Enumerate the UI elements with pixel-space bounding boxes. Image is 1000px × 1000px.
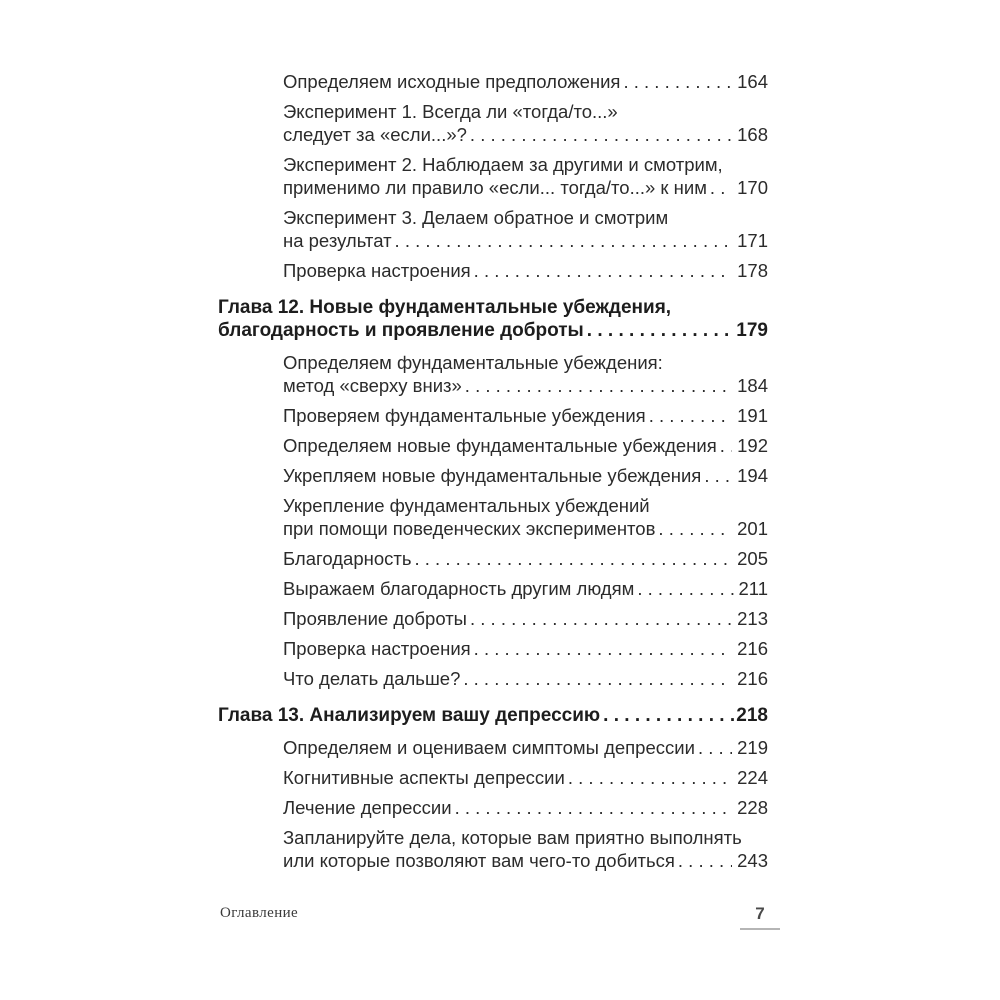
dot-leader-icon — [701, 464, 732, 487]
toc-entry — [218, 100, 768, 146]
footer-section-title: Оглавление — [220, 905, 299, 921]
toc-entry-last-line — [283, 404, 768, 427]
toc-entry — [218, 494, 768, 540]
toc-entry-last-line — [283, 123, 768, 146]
toc-entry-last-line — [283, 517, 768, 540]
toc-entry-page-number: 201 — [737, 518, 768, 539]
dot-leader-icon — [565, 766, 732, 789]
footer-folio — [740, 902, 780, 930]
toc-entry-last-line — [283, 607, 768, 630]
toc-entry-page-number: 192 — [737, 435, 768, 456]
toc-entry-page-number: 168 — [737, 124, 768, 145]
dot-leader-icon — [695, 736, 732, 759]
toc-entry-title: Когнитивные аспекты депрессии — [283, 767, 565, 788]
footer-page-number: 7 — [755, 904, 765, 923]
toc-entry-page-number: 191 — [737, 405, 768, 426]
toc-entry-page-number: 243 — [737, 850, 768, 871]
toc-entry-last-line — [283, 434, 768, 457]
toc-entry — [218, 637, 768, 660]
toc-entry-title-line: Запланируйте дела, которые вам приятно выполнять — [283, 827, 742, 848]
toc-entry-title-line: Эксперимент 3. Делаем обратное и смотрим — [283, 207, 669, 228]
toc-entry-last-line — [283, 547, 768, 570]
dot-leader-icon — [600, 704, 734, 727]
toc-entry-last-line — [283, 374, 768, 397]
toc-entry — [218, 704, 768, 727]
toc-entry-last-line — [283, 667, 768, 690]
footer-rule — [740, 928, 780, 930]
toc-entry-last-line — [218, 704, 768, 727]
toc-entry-title: Проявление доброты — [283, 608, 467, 629]
toc-entry — [218, 667, 768, 690]
toc-entry — [218, 404, 768, 427]
dot-leader-icon — [471, 637, 732, 660]
dot-leader-icon — [462, 374, 732, 397]
toc-entry — [218, 434, 768, 457]
dot-leader-icon — [620, 70, 732, 93]
toc-entry-page-number: 205 — [737, 548, 768, 569]
toc-entry — [218, 577, 768, 600]
toc-entry-page-number: 194 — [737, 465, 768, 486]
toc-entry-title: Глава 13. Анализируем вашу депрессию — [218, 705, 601, 726]
toc-entry-page-number: 224 — [737, 767, 768, 788]
toc-entry-last-line — [283, 176, 768, 199]
table-of-contents — [218, 70, 768, 879]
toc-entry-title: Лечение депрессии — [283, 797, 452, 818]
dot-leader-icon — [460, 667, 732, 690]
toc-entry-page-number: 216 — [737, 638, 768, 659]
toc-entry-title-line: Глава 12. Новые фундаментальные убеждения, — [218, 297, 672, 318]
toc-entry-title: или которые позволяют вам чего-то добиться — [283, 850, 675, 871]
toc-entry — [218, 296, 768, 342]
dot-leader-icon — [411, 547, 732, 570]
toc-entry-last-line — [283, 577, 768, 600]
dot-leader-icon — [675, 849, 732, 872]
toc-entry-title: применимо ли правило «если... тогда/то...» к ним — [283, 177, 707, 198]
toc-entry-title-line: Определяем фундаментальные убеждения: — [283, 352, 663, 373]
toc-entry-title: при помощи поведенческих экспериментов — [283, 518, 656, 539]
toc-entry-last-line — [283, 736, 768, 759]
toc-entry-page-number: 218 — [736, 705, 768, 726]
dot-leader-icon — [471, 259, 732, 282]
toc-entry-title: Благодарность — [283, 548, 412, 569]
dot-leader-icon — [655, 517, 732, 540]
toc-entry-page-number: 213 — [737, 608, 768, 629]
dot-leader-icon — [584, 319, 735, 342]
toc-entry-title: метод «сверху вниз» — [283, 375, 462, 396]
toc-entry-title: благодарность и проявление доброты — [218, 320, 584, 341]
toc-entry-title: Проверка настроения — [283, 260, 471, 281]
toc-entry-page-number: 211 — [738, 578, 768, 599]
dot-leader-icon — [634, 577, 733, 600]
toc-entry-last-line — [283, 796, 768, 819]
toc-entry-last-line — [283, 229, 768, 252]
toc-entry-page-number: 179 — [736, 320, 768, 341]
toc-entry-title: Проверка настроения — [283, 638, 471, 659]
dot-leader-icon — [452, 796, 733, 819]
toc-entry-page-number: 170 — [737, 177, 768, 198]
toc-entry-last-line — [283, 70, 768, 93]
toc-entry-page-number: 219 — [737, 737, 768, 758]
dot-leader-icon — [467, 607, 732, 630]
dot-leader-icon — [646, 404, 732, 427]
toc-entry-last-line — [283, 464, 768, 487]
toc-entry-last-line — [283, 259, 768, 282]
toc-entry-title: Определяем исходные предположения — [283, 71, 621, 92]
toc-entry-last-line — [283, 637, 768, 660]
toc-entry — [218, 70, 768, 93]
dot-leader-icon — [467, 123, 732, 146]
toc-entry-title-line: Укрепление фундаментальных убеждений — [283, 495, 650, 516]
toc-entry-title-line: Эксперимент 1. Всегда ли «тогда/то...» — [283, 101, 618, 122]
dot-leader-icon — [392, 229, 733, 252]
toc-entry — [218, 464, 768, 487]
toc-entry — [218, 607, 768, 630]
toc-entry-page-number: 164 — [737, 71, 768, 92]
toc-entry-title: Что делать дальше? — [283, 668, 461, 689]
toc-entry — [218, 351, 768, 397]
toc-entry-title-line: Эксперимент 2. Наблюдаем за другими и смотрим, — [283, 154, 723, 175]
toc-entry-title: Укрепляем новые фундаментальные убеждения — [283, 465, 702, 486]
toc-entry-title: Определяем новые фундаментальные убеждения — [283, 435, 717, 456]
dot-leader-icon — [707, 176, 732, 199]
toc-entry-title: на результат — [283, 230, 392, 251]
toc-entry-page-number: 171 — [737, 230, 768, 251]
toc-entry — [218, 547, 768, 570]
toc-entry-page-number: 184 — [737, 375, 768, 396]
toc-entry-page-number: 178 — [737, 260, 768, 281]
toc-entry-title: Определяем и оцениваем симптомы депрессии — [283, 737, 695, 758]
toc-entry-title: Проверяем фундаментальные убеждения — [283, 405, 646, 426]
dot-leader-icon — [717, 434, 732, 457]
toc-entry-last-line — [283, 766, 768, 789]
toc-entry — [218, 153, 768, 199]
toc-entry-page-number: 228 — [737, 797, 768, 818]
toc-entry — [218, 206, 768, 252]
toc-entry — [218, 796, 768, 819]
toc-entry — [218, 736, 768, 759]
toc-entry-title: Выражаем благодарность другим людям — [283, 578, 635, 599]
toc-entry-title: следует за «если...»? — [283, 124, 467, 145]
toc-entry — [218, 766, 768, 789]
toc-entry — [218, 259, 768, 282]
toc-entry-last-line — [283, 849, 768, 872]
toc-entry-page-number: 216 — [737, 668, 768, 689]
toc-entry-last-line — [218, 319, 768, 342]
toc-entry — [218, 826, 768, 872]
